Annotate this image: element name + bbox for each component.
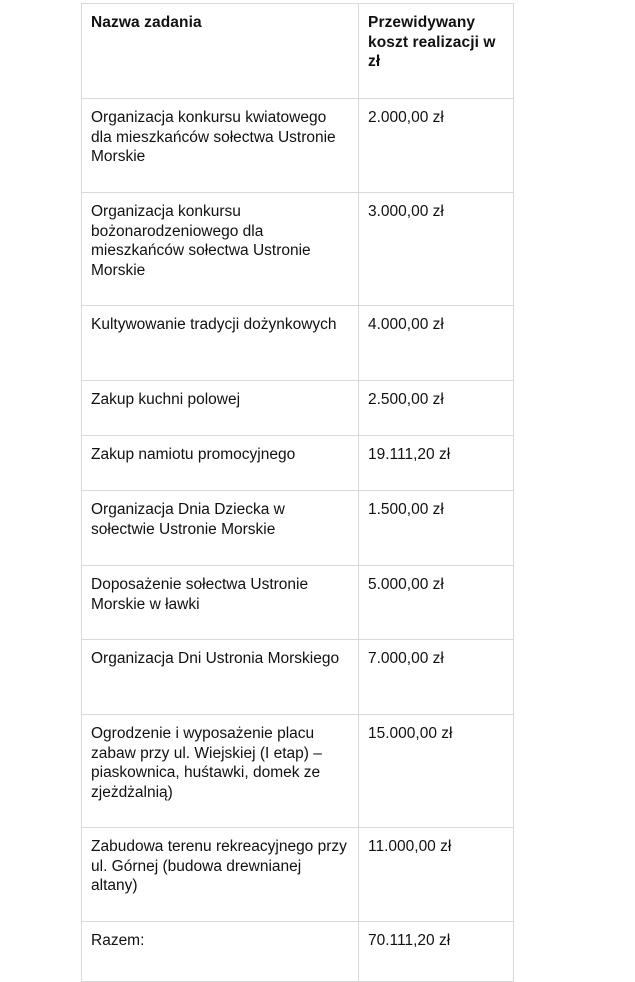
table-row	[82, 193, 514, 306]
cost-cell: 7.000,00 zł	[359, 640, 514, 715]
task-name-cell: Organizacja konkursu bożonarodzeniowego dla mieszkańców sołectwa Ustronie Morskie	[82, 193, 359, 306]
table-row	[82, 491, 514, 566]
task-name-cell: Kultywowanie tradycji dożynkowych	[82, 306, 359, 381]
cost-cell: 3.000,00 zł	[359, 193, 514, 306]
task-name-cell: Organizacja Dni Ustronia Morskiego	[82, 640, 359, 715]
task-name-cell: Organizacja Dnia Dziecka w sołectwie Ustronie Morskie	[82, 491, 359, 566]
table-row	[82, 640, 514, 715]
task-name-cell: Zabudowa terenu rekreacyjnego przy ul. Górnej (budowa drewnianej altany)	[82, 828, 359, 922]
cost-cell: 15.000,00 zł	[359, 715, 514, 828]
task-name-cell: Organizacja konkursu kwiatowego dla mieszkańców sołectwa Ustronie Morskie	[82, 99, 359, 193]
header-row	[82, 4, 514, 99]
table-row	[82, 381, 514, 436]
total-label: Razem:	[82, 922, 359, 982]
header-task-name: Nazwa zadania	[82, 4, 359, 99]
cost-cell: 2.500,00 zł	[359, 381, 514, 436]
cost-cell: 5.000,00 zł	[359, 566, 514, 640]
cost-cell: 2.000,00 zł	[359, 99, 514, 193]
table-row	[82, 306, 514, 381]
task-name-cell: Ogrodzenie i wyposażenie placu zabaw przy ul. Wiejskiej (I etap) – piaskownica, huśtawki, domek ze zjeżdżalnią)	[82, 715, 359, 828]
task-name-cell: Zakup kuchni polowej	[82, 381, 359, 436]
task-cost-table	[81, 3, 514, 982]
table-row	[82, 99, 514, 193]
table-row	[82, 566, 514, 640]
table-row	[82, 436, 514, 491]
total-value: 70.111,20 zł	[359, 922, 514, 982]
cost-cell: 4.000,00 zł	[359, 306, 514, 381]
task-name-cell: Doposażenie sołectwa Ustronie Morskie w ławki	[82, 566, 359, 640]
cost-cell: 11.000,00 zł	[359, 828, 514, 922]
header-estimated-cost: Przewidywany koszt realizacji w zł	[359, 4, 514, 99]
task-name-cell: Zakup namiotu promocyjnego	[82, 436, 359, 491]
cost-cell: 19.111,20 zł	[359, 436, 514, 491]
table-row	[82, 715, 514, 828]
table-row	[82, 828, 514, 922]
cost-cell: 1.500,00 zł	[359, 491, 514, 566]
